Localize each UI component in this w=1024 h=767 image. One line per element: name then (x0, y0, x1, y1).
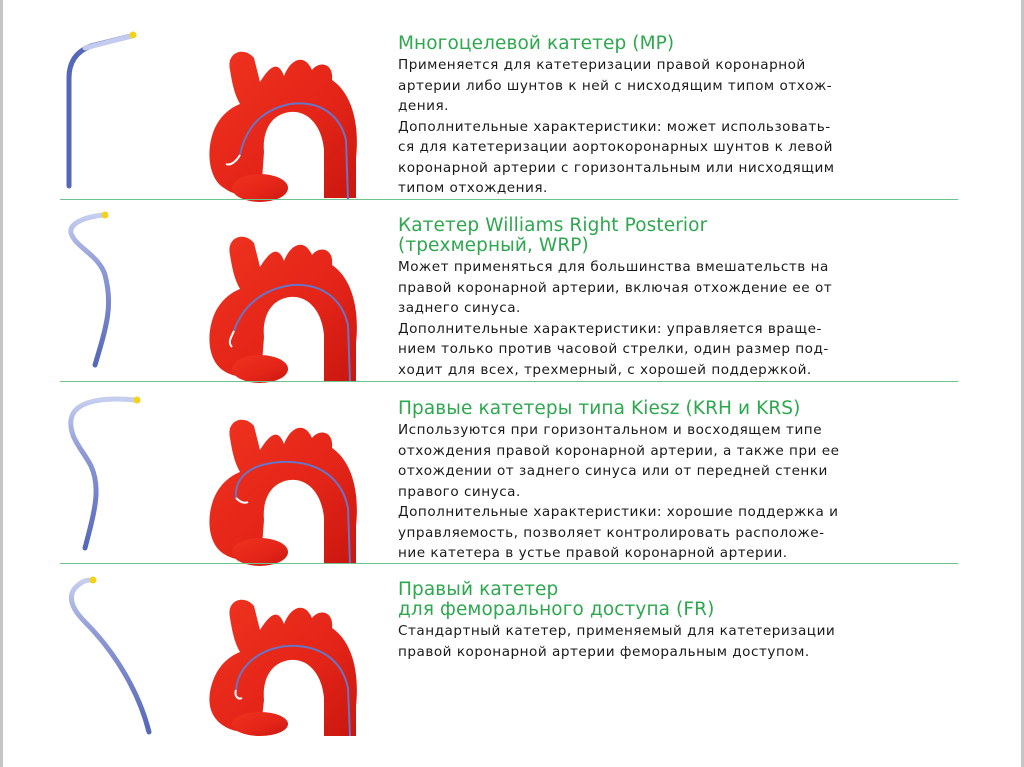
mp-text-block (398, 34, 962, 199)
description-line: дения. (398, 98, 449, 114)
description-line: ся для катетеризации аортокоронарных шунтов к левой (398, 139, 833, 155)
description-line: отхождения правой коронарной артерии, а также при ее (398, 442, 840, 459)
description-line: Может применяться для большинства вмешательств на (398, 259, 829, 275)
description-line: Применяется для катетеризации правой коронарной (398, 57, 806, 73)
description-line: Используются при горизонтальном и восходящем типе (398, 422, 823, 438)
description-line: ние катетера в устье правой коронарной артерии. (398, 545, 788, 561)
description-line: заднего синуса. (398, 300, 521, 316)
section-title: Многоцелевой катетер (MP) (398, 33, 675, 54)
wrp-text-block (398, 216, 962, 380)
mp-catheter-illustration (55, 28, 145, 190)
description-line: Стандартный катетер, применяемый для катетеризации (398, 623, 836, 639)
description-line: правой коронарной артерии, включая отхождение ее от (398, 279, 833, 296)
section-divider (60, 199, 958, 200)
section-title: Катетер Williams Right Posterior (трехмерный, WRP) (398, 215, 708, 256)
description-line: правой коронарной артерии феморальным доступом. (398, 643, 810, 660)
fr-text-block (398, 580, 962, 662)
wrp-catheter-illustration (55, 205, 145, 375)
section-divider (60, 563, 958, 564)
section-title: Правые катетеры типа Kiesz (KRH и KRS) (398, 398, 801, 419)
section-divider (60, 381, 958, 382)
description-line: нием только против часовой стрелки, один размер под- (398, 341, 829, 357)
description-line: управляемость, позволяет контролировать расположе- (398, 524, 825, 541)
description-line: отхождении от заднего синуса или от передней стенки (398, 463, 828, 479)
kiesz-catheter-illustration (55, 390, 150, 555)
description-line: Дополнительные характеристики: может использовать- (398, 118, 831, 135)
kiesz-text-block (398, 399, 962, 564)
description-line: правого синуса. (398, 483, 521, 500)
description-line: артерии либо шунтов к ней с нисходящим типом отхож- (398, 77, 833, 94)
description-line: типом отхождения. (398, 180, 548, 196)
kiesz-aorta-illustration (200, 398, 370, 568)
description-line: ходит для всех, трехмерный, с хорошей поддержкой. (398, 361, 812, 378)
section-title: Правый катетер для феморального доступа (FR) (398, 579, 715, 620)
wrp-aorta-illustration (200, 215, 370, 385)
mp-aorta-illustration (200, 30, 370, 205)
left-frame-border (0, 0, 3, 767)
fr-catheter-illustration (55, 572, 155, 737)
description-line: Дополнительные характеристики: управляется враще- (398, 320, 822, 337)
fr-aorta-illustration (200, 578, 370, 738)
description-line: коронарной артерии с горизонтальным или нисходящим (398, 159, 835, 176)
description-line: Дополнительные характеристики: хорошие поддержка и (398, 504, 839, 520)
